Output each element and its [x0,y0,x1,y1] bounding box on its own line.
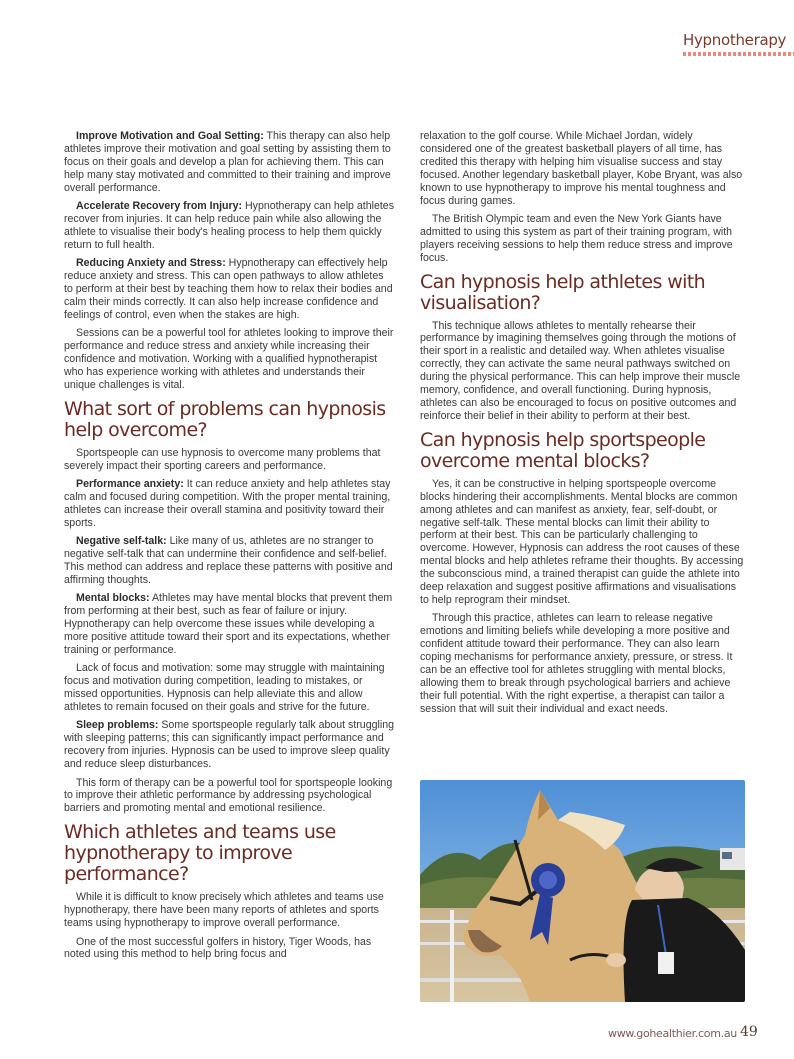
paragraph: Mental blocks: Athletes may have mental blocks that prevent them from performing at their best, such as fear of failure or injury. Hypnotherapy can help overcome these issues while developing a more positive attitude toward their sport and its expectations, whether training or performance. [64,592,393,656]
section-label: Hypnotherapy [683,31,787,49]
horse-and-rider-photo [420,780,745,1002]
paragraph: relaxation to the golf course. While Michael Jordan, widely considered one of the greatest basketball players of all time, has credited this therapy with helping him visualise success and stay focused. Another legendary basketball player, Kobe Bryant, was also known to use hypnotherapy to improve his mental toughness and focus during games. [420,130,743,207]
paragraph: Negative self-talk: Like many of us, athletes are no stranger to negative self-talk that can undermine their confidence and self-belief. This method can address and replace these patterns with positive and affirming thoughts. [64,535,393,586]
paragraph: Sportspeople can use hypnosis to overcome many problems that severely impact their sporting careers and performance. [64,446,381,472]
paragraph: Yes, it can be constructive in helping sportspeople overcome blocks hindering their accomplishments. Mental blocks are common among athletes and can manifest as anxiety, fear, self-doubt, or negative self-talk. These mental blocks can limit their ability to perform at their best. This can be particularly challenging to overcome. However, Hypnosis can address the root causes of these mental blocks and help athletes reframe their thoughts. By accessing the subconscious mind, a trained therapist can guide the athlete into deep relaxation and suggest positive affirmations and visualisations to help reprogram their mindset. [420,477,744,606]
section-rule [683,52,794,56]
paragraph: Reducing Anxiety and Stress: Hypnotherapy can effectively help reduce anxiety and stress. This can open pathways to allow athletes to perform at their best by teaching them how to relax their bodies and calm their minds correctly. It can also help increase confidence and feelings of control, even when the stakes are high. [64,257,393,321]
paragraph: Sessions can be a powerful tool for athletes looking to improve their performance and reduce stress and anxiety while increasing their confidence and motivation. Working with a qualified hypnotherapist who has experience working with athletes and understands their unique challenges is vital. [64,327,394,391]
paragraph: The British Olympic team and even the New York Giants have admitted to using this system as part of their training program, with players receiving sessions to help them reduce stress and improve focus. [420,212,733,264]
heading-problems: What sort of problems can hypnosis help overcome? [64,397,386,441]
left-column [64,130,394,967]
paragraph: Performance anxiety: It can reduce anxiety and help athletes stay calm and focused during competition. With the proper mental training, athletes can increase their overall stamina and positivity toward their sports. [64,478,391,529]
paragraph: This technique allows athletes to mentally rehearse their performance by imagining themselves going through the motions of their sport in a realistic and detailed way. When athletes visualise correctly, they can activate the same neural pathways switched on during the physical performance. This can help improve their muscle memory, confidence, and overall functioning. During hypnosis, athletes can also be encouraged to focus on positive outcomes and reinforce their belief in their ability to perform at their best. [420,319,741,422]
paragraph: One of the most successful golfers in history, Tiger Woods, has noted using this method to help bring focus and [64,935,372,961]
footer-url: www.gohealthier.com.au [608,1027,737,1040]
heading-athletes-teams: Which athletes and teams use hypnotherapy to improve performance? [64,821,336,886]
paragraph: Accelerate Recovery from Injury: Hypnotherapy can help athletes recover from injuries. It can help reduce pain while also allowing the athlete to visualise their body's healing process to help them quickly return to full health. [64,200,394,251]
right-column [420,130,746,721]
paragraph: Through this practice, athletes can learn to release negative emotions and limiting beliefs while developing a more positive and confident attitude toward their performance. They can also learn coping mechanisms for performance anxiety, pressure, or stress. It can be an effective tool for athletes struggling with mental blocks, allowing them to break through psychological barriers and achieve their full potential. With the right expertise, a therapist can tailor a session that will suit their individual and exact needs. [420,612,733,715]
paragraph: Sleep problems: Some sportspeople regularly talk about struggling with sleeping patterns; this can significantly impact performance and recovery from injuries. Hypnosis can be used to improve sleep quality and reduce sleep disturbances. [64,719,394,771]
heading-visualisation: Can hypnosis help athletes with visualisation? [420,270,706,314]
page-number: 49 [740,1024,758,1040]
paragraph: While it is difficult to know precisely which athletes and teams use hypnotherapy, there have been many reports of athletes and sports teams using hypnotherapy to improve overall performance. [64,891,384,930]
heading-mental-blocks: Can hypnosis help sportspeople overcome mental blocks? [420,428,706,472]
paragraph: Improve Motivation and Goal Setting: This therapy can also help athletes improve their motivation and goal setting by assisting them to focus on their goals and develop a plan for achieving them. This can help many stay motivated and committed to their training and improve overall performance. [64,130,391,194]
paragraph: This form of therapy can be a powerful tool for sportspeople looking to improve their athletic performance by addressing psychological barriers and promoting mental and emotional resilience. [64,776,393,815]
paragraph: Lack of focus and motivation: some may struggle with maintaining focus and motivation during competition, leading to mistakes, or missed opportunities. Hypnosis can help alleviate this and allow athletes to remain focused on their goals and strive for the future. [64,662,385,714]
